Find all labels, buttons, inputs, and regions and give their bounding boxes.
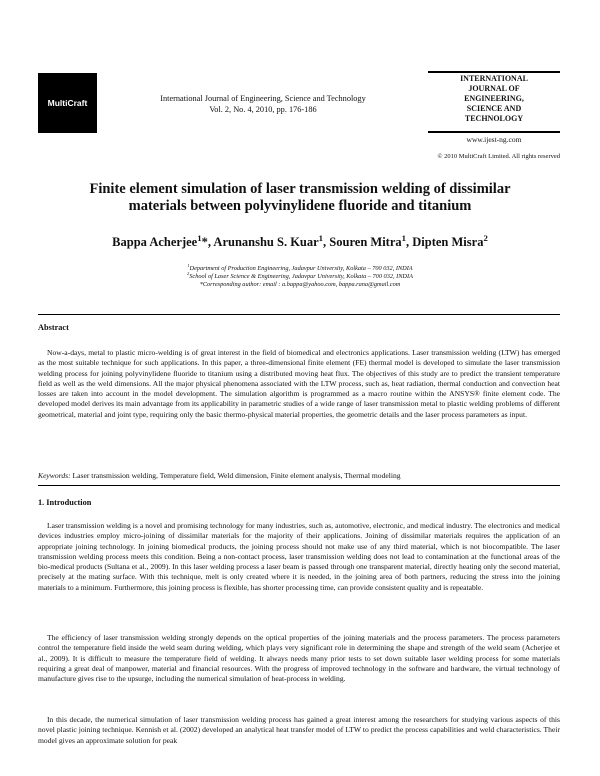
keywords-text: Laser transmission welding, Temperature field, Weld dimension, Finite element analysis, Thermal modeling xyxy=(72,471,401,480)
journal-line-1: International Journal of Engineering, Science and Technology xyxy=(160,94,366,103)
corresponding-author: *Corresponding author: email : a.bappa@yahoo.com, bappa.rana@gmail.com xyxy=(199,281,401,289)
paper-title: Finite element simulation of laser transmission welding of dissimilar materials between polyvinylidene fluoride and titanium xyxy=(89,181,511,214)
intro-paragraph-2: The efficiency of laser transmission welding strongly depends on the optical properties of the joining materials and the process parameters. The process parameters control the temperature field inside the weld seam during welding, which plays very significant role in determining the shape and strength of the weld seam (Acherjee et al., 2009). It is difficult to measure the temperature field of welding. It always needs many prior tests to set down suitable laser welding process for some materials requiring a great deal of manpower, material and financial resources. With the progress of improved technology in the software and hardware, the virtual technology of manufacture gives rise to the upsurge, including the numerical simulation of heat-process in welding. xyxy=(38,633,560,684)
keywords-label: Keywords: xyxy=(38,471,71,480)
journal-line-2: Vol. 2, No. 4, 2010, pp. 176-186 xyxy=(209,104,317,114)
affiliation-2: $^2$School of Laser Science & Engineering, Jadavpur University, Kolkata – 700 032, INDIA xyxy=(187,271,413,281)
abstract-heading: Abstract xyxy=(38,323,69,332)
publisher-logo xyxy=(38,73,97,133)
journal-title-box xyxy=(428,71,560,133)
intro-paragraph-1: Laser transmission welding is a novel and promising technology for many industries, such as, automotive, electronic, and medical industry. The electronics and medical devices industries employ micro-joining of dissimilar materials for the majority of their applications. Joining of dissimilar materials requires the application of an appropriate joining technology. In joining biomedical products, the joining process should not make use of any third material, which is not biocompatible. The laser transmission welding process meets this condition. Being a non-contact process, laser transmission welding does not lead to contamination at the functional areas of the bio-medical products (Sultana et al., 2009). In this laser welding process a laser beam is passed through one transparent material, directly heating only the second material, precisely at the mating surface. With this technique, melt is only created where it is needed, in the joining area of both partners, reducing the stress into the joining materials to a minimum. Furthermore, this joining process is flexible, has shorter processing time, can provide consistent quality and is repeatable. xyxy=(38,521,560,592)
divider-bottom xyxy=(38,485,560,486)
author-3: Souren Mitra$^1$, xyxy=(329,232,413,249)
abstract-text: Now-a-days, metal to plastic micro-welding is of great interest in the field of biomedical and electronics applications. Laser transmission welding (LTW) has emerged as the most suitable technique for such applications. In this paper, a three-dimensional finite element (FE) thermal model is developed to simulate the laser transmission welding process for joining polyvinylidene fluoride to titanium using a distributed moving heat flux. The objectives of this study are to predict the transient temperature field as well as the weld dimensions. All the major physical phenomena associated with the LTW process, such as, heat radiation, thermal conduction and convection heat losses are taken into account in the model development. The simulation algorithm is programmed as a macro routine within the ANSYS® finite element code. The developed model derives its main advantage from its applicability in parametric studies of a wide range of laser transmission metal to plastic welding problems of different geometrical, material and joint type, requiring only the basic thermo-physical material properties, the geometric details and the laser process parameters as input. xyxy=(38,348,560,419)
divider-top xyxy=(38,314,560,315)
intro-paragraph-3: In this decade, the numerical simulation of laser transmission welding process has gained a great interest among the researchers for studying various aspects of this novel plastic joining technique. Kennish et al. (2002) developed an analytical heat transfer model of LTW to predict the process capabilities and weld characteristics. Their model gives an approximate solution for peak xyxy=(38,715,560,745)
introduction-heading: 1. Introduction xyxy=(38,498,92,507)
journal-title: INTERNATIONAL JOURNAL OF ENGINEERING, SCIENCE AND TECHNOLOGY xyxy=(460,74,528,123)
affiliation-1: $^1$Department of Production Engineering, Jadavpur University, Kolkata – 700 032, INDIA xyxy=(187,262,413,272)
author-4: Dipten Misra$^2$ xyxy=(412,232,488,249)
logo-text: MultiCraft xyxy=(47,98,88,108)
journal-website[interactable]: www.ijest-ng.com xyxy=(466,135,522,144)
author-2: Arunanshu S. Kuar$^1$, xyxy=(213,232,330,249)
keywords-line xyxy=(38,471,560,480)
author-1: Bappa Acherjee$^1$*, xyxy=(112,232,214,249)
journal-citation xyxy=(118,94,408,115)
affiliations xyxy=(120,262,480,290)
copyright-notice: © 2010 MultiCraft Limited. All rights reserved xyxy=(437,153,560,160)
author-list xyxy=(40,232,560,250)
